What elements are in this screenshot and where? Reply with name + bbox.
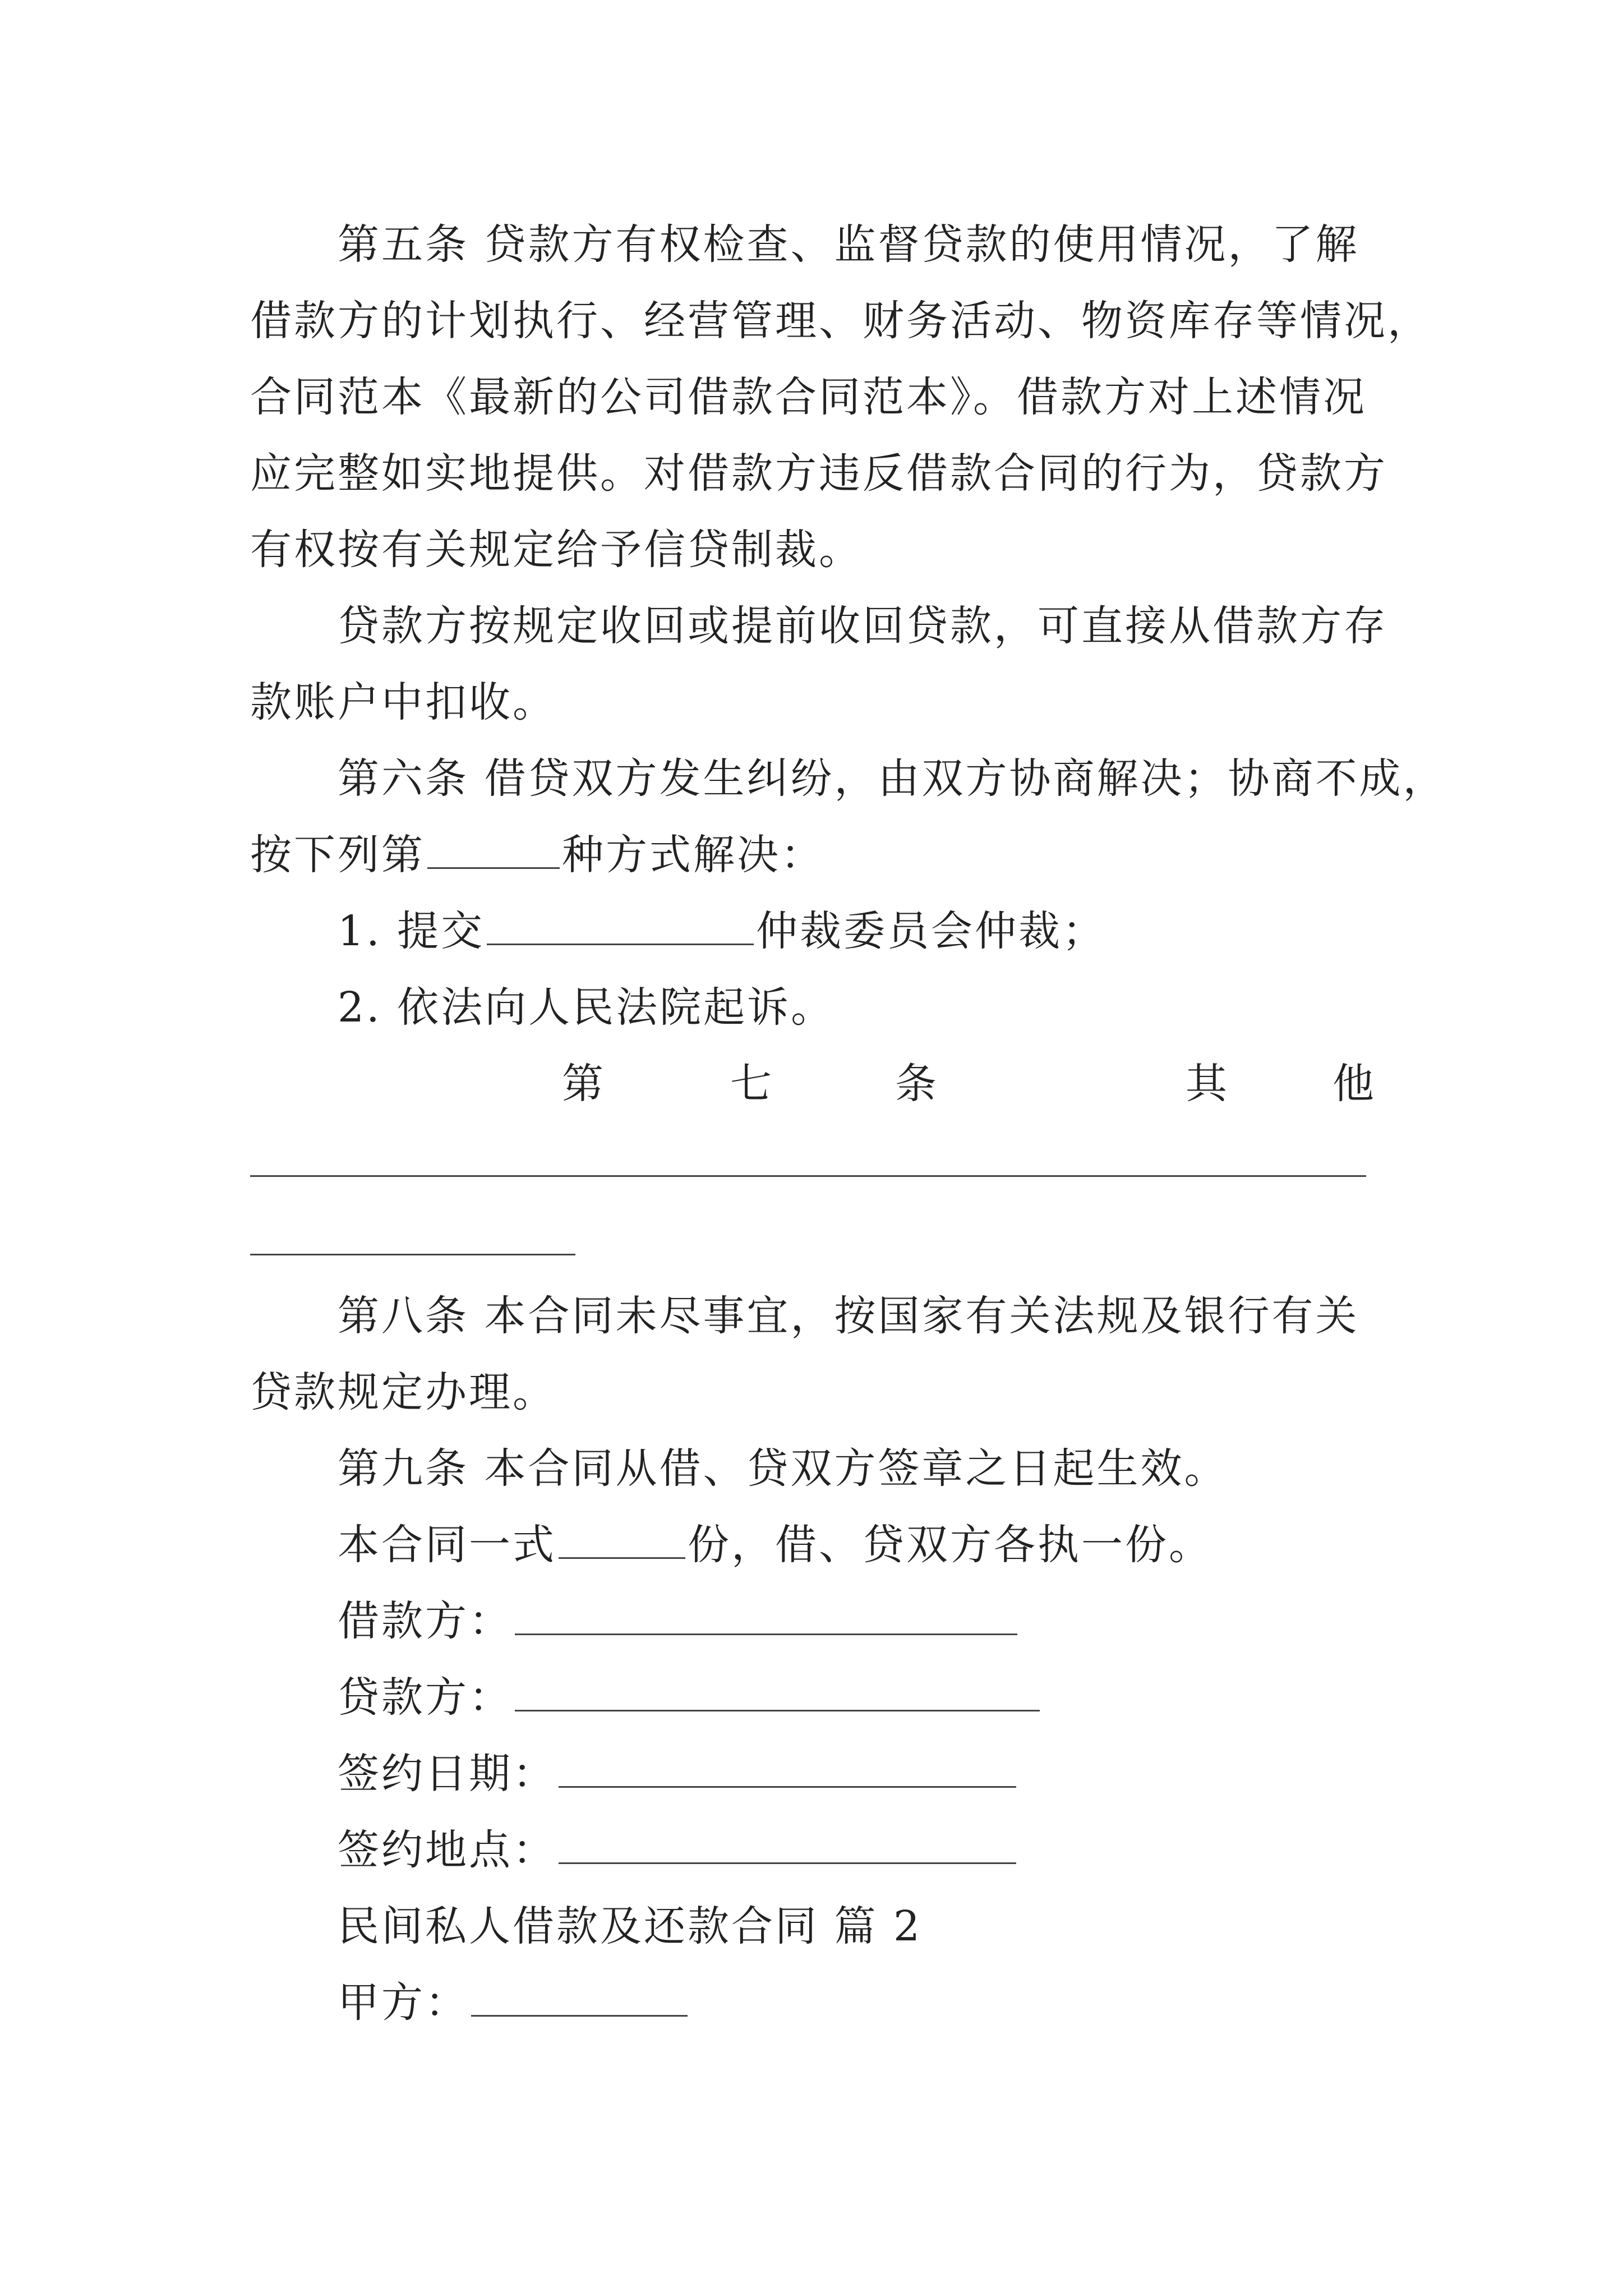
article-5-line-2: 借款方的计划执行、经营管理、财务活动、物资库存等情况，	[250, 297, 1431, 345]
contract-2-title: 民间私人借款及还款合同 篇 2	[338, 1902, 923, 1950]
sign-date-label: 签约日期：	[338, 1750, 556, 1798]
arbitration-committee-blank[interactable]	[487, 909, 754, 945]
sign-place-label: 签约地点：	[338, 1826, 556, 1874]
party-a-label: 甲方：	[338, 1978, 469, 2027]
article-7-char: 他	[1332, 1060, 1374, 1108]
copies-count-blank[interactable]	[559, 1522, 685, 1559]
option-1-line	[338, 903, 1106, 959]
party-a-field	[338, 1975, 690, 2031]
dispute-method-blank[interactable]	[427, 832, 560, 869]
sign-place-blank[interactable]	[559, 1828, 1016, 1864]
article-5-line-3: 合同范本《最新的公司借款合同范本》。借款方对上述情况	[250, 373, 1367, 421]
article-7-char: 第	[562, 1060, 603, 1108]
article-6-line-2	[250, 827, 824, 883]
borrower-blank[interactable]	[515, 1599, 1017, 1635]
article-5-line-1: 第五条 贷款方有权检查、监督贷款的使用情况，了解	[338, 220, 1359, 269]
sign-date-blank[interactable]	[559, 1751, 1016, 1788]
article-7-char: 条	[895, 1060, 937, 1108]
copies-text-a: 本合同一式	[338, 1521, 556, 1569]
borrower-label: 借款方：	[338, 1597, 513, 1645]
article-9-line: 第九条 本合同从借、贷双方签章之日起生效。	[338, 1444, 1228, 1493]
sign-place-field	[338, 1822, 1018, 1878]
lender-label: 贷款方：	[338, 1673, 513, 1722]
article-6-line-1: 第六条 借贷双方发生纠纷，由双方协商解决；协商不成，	[338, 754, 1447, 803]
copies-line	[338, 1517, 1212, 1573]
lender-blank[interactable]	[515, 1675, 1040, 1711]
article-5-line-4: 应完整如实地提供。对借款方违反借款合同的行为，贷款方	[250, 449, 1387, 498]
option-1-text-a: 1. 提交	[338, 907, 485, 955]
option-2-line: 2. 依法向人民法院起诉。	[338, 983, 835, 1032]
borrower-field	[338, 1593, 1020, 1649]
article-8-line-1: 第八条 本合同未尽事宜，按国家有关法规及银行有关	[338, 1292, 1359, 1340]
article-7-char: 七	[730, 1060, 772, 1108]
article-6-text-b: 种方式解决：	[562, 831, 824, 879]
option-1-text-b: 仲裁委员会仲裁；	[756, 907, 1106, 955]
recovery-line-1: 贷款方按规定收回或提前收回贷款，可直接从借款方存	[338, 602, 1387, 650]
article-6-text-a: 按下列第	[250, 831, 425, 879]
article-5-line-5: 有权按有关规定给予信贷制裁。	[250, 526, 863, 574]
party-a-blank[interactable]	[471, 1980, 688, 2017]
article-8-line-2: 贷款规定办理。	[250, 1368, 556, 1416]
lender-field	[338, 1669, 1042, 1726]
article-7-char: 其	[1186, 1060, 1227, 1108]
article-7-fill-line-1[interactable]	[250, 1175, 1366, 1177]
article-7-fill-line-2[interactable]	[250, 1254, 575, 1255]
recovery-line-2: 款账户中扣收。	[250, 678, 556, 726]
copies-text-b: 份，借、贷双方各执一份。	[688, 1521, 1212, 1569]
sign-date-field	[338, 1746, 1018, 1802]
